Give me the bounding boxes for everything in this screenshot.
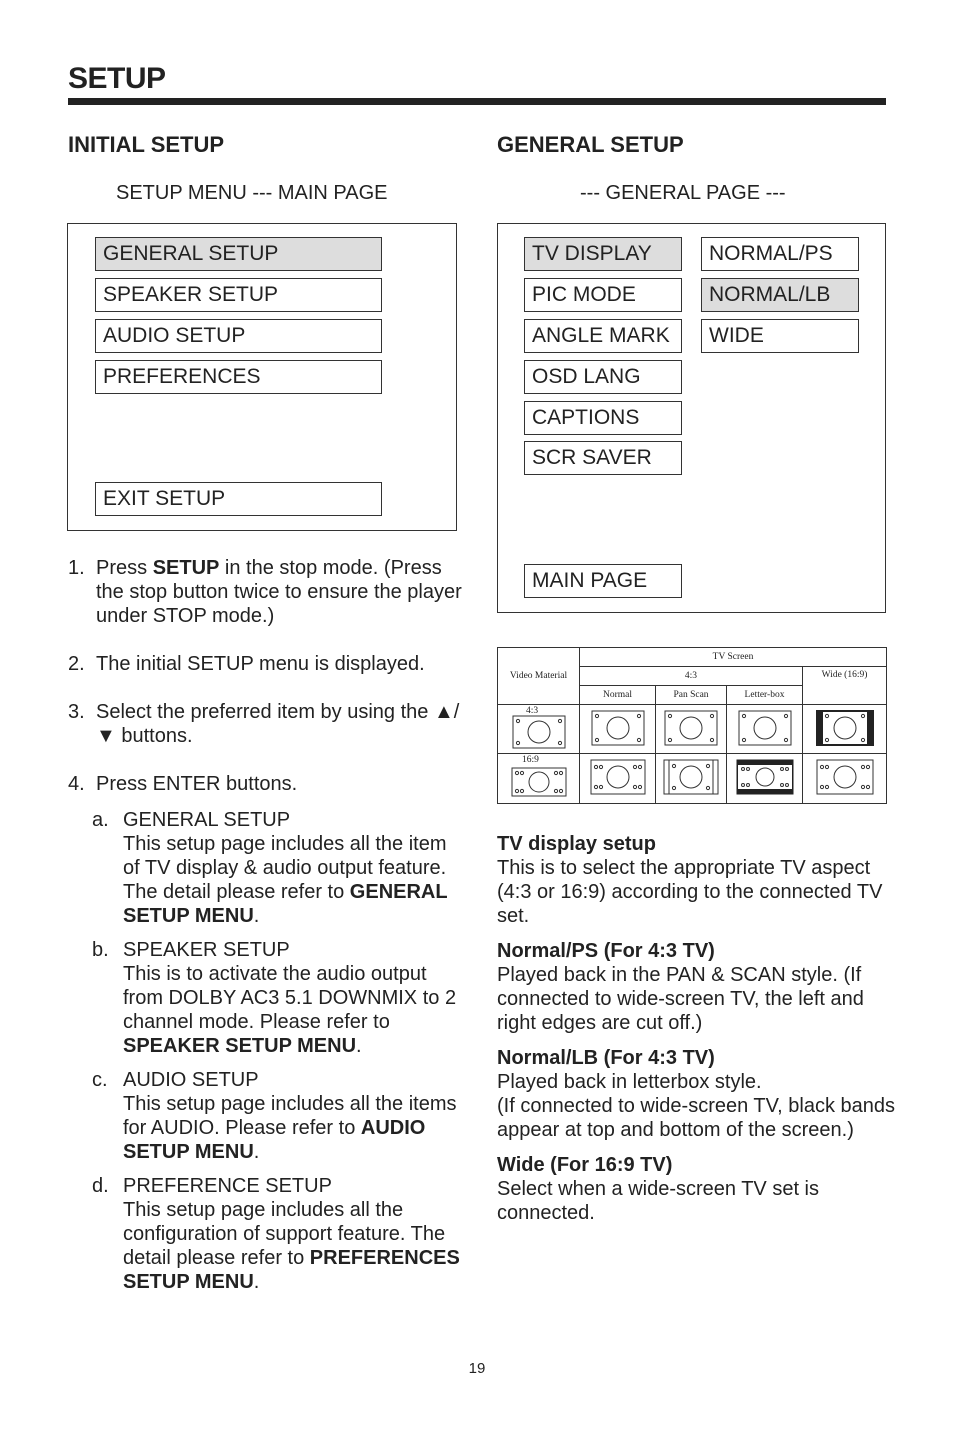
desc-wide: Wide (For 16:9 TV) Select when a wide-screen TV set is connected. [497,1154,820,1224]
step-3: 3. Select the preferred item by using the ▲/▼ buttons. [68,701,460,747]
row-169-source [498,754,580,804]
page-title: SETUP [68,62,166,95]
option-wide[interactable]: WIDE [701,319,859,353]
menu-item-captions[interactable]: CAPTIONS [524,401,682,435]
sub-item-general-setup: a. GENERAL SETUP This setup page includes all the item of TV display & audio output feature. The detail please refer to GENERAL SETUP MENU. [92,809,448,927]
tv-43-source-icon [512,715,566,749]
menu-item-speaker-setup[interactable]: SPEAKER SETUP [95,278,382,312]
menu-item-general-setup[interactable]: GENERAL SETUP [95,237,382,271]
menu-item-main-page[interactable]: MAIN PAGE [524,564,682,598]
sub-item-speaker-setup: b. SPEAKER SETUP This is to activate the audio output from DOLBY AC3 5.1 DOWNMIX to 2 channel mode. Please refer to SPEAKER SETUP MENU. [92,939,457,1057]
tv-43-panscan-icon [664,710,718,746]
row-43-normal [580,704,656,754]
menu-item-exit-setup[interactable]: EXIT SETUP [95,482,382,516]
instruction-steps [68,556,463,1304]
ratio-wide-header: Wide (16:9) [803,666,887,704]
title-rule [68,98,886,105]
page-number: 19 [468,1360,486,1377]
desc-normal-ps: Normal/PS (For 4:3 TV) Played back in the PAN & SCAN style. (If connected to wide-screen TV, the left and right edges are cut off.) [497,940,864,1034]
general-page-caption: --- GENERAL PAGE --- [580,182,786,204]
ratio-43-header: 4:3 [580,666,803,686]
tv-43-normal-icon [591,710,645,746]
letter-box-header: Letter-box [727,686,803,705]
tv-169-normal-icon [590,759,646,795]
general-setup-menu [497,223,886,613]
step-1: 1. Press SETUP in the stop mode. (Press the stop button twice to ensure the player under STOP mode.) [68,557,462,627]
desc-tv-display: TV display setup This is to select the appropriate TV aspect (4:3 or 16:9) according to the connected TV set. [497,833,883,927]
tv-aspect-table [497,647,886,804]
tv-43-wide-icon [816,710,874,746]
row-169-label: 16:9 [522,755,539,766]
sub-item-list [68,808,463,1294]
tv-display-descriptions [497,832,897,1236]
desc-normal-lb: Normal/LB (For 4:3 TV) Played back in letterbox style. (If connected to wide-screen TV, black bands appear at top and bottom of the screen.) [497,1047,896,1141]
tv-screen-header: TV Screen [580,648,887,667]
row-169-normal [580,754,656,804]
setup-main-menu [67,223,457,531]
tv-169-source-icon [511,767,567,797]
row-169-letter-box [727,754,803,804]
tv-169-wide-icon [816,759,874,795]
step-4: 4. Press ENTER buttons. a. GENERAL SETUP This setup page includes all the item of TV display & audio output feature. The detail please refer to GENERAL SETUP MENU. b. SPEAKER SETUP This is to activate the audio output from DOLBY AC3 5.1 DOWNMIX to 2 channel mode. Please refer to SPEAKER SETUP MENU. c. AUDIO SETUP This setup page includes all the items for AUDIO. Please refer to AUDIO SETUP MENU. d. PREFERENCE SETUP This setup page includes all the configuration of support feature. The detail please refer to PREFERENCES SETUP MENU. [68,772,463,1294]
tv-169-letterbox-icon [736,759,794,795]
setup-menu-caption: SETUP MENU --- MAIN PAGE [116,182,388,204]
menu-item-scr-saver[interactable]: SCR SAVER [524,441,682,475]
option-normal-lb[interactable]: NORMAL/LB [701,278,859,312]
menu-item-audio-setup[interactable]: AUDIO SETUP [95,319,382,353]
sub-item-preference-setup: d. PREFERENCE SETUP This setup page includes all the configuration of support feature. The detail please refer to PREFERENCES SETUP MENU. [92,1175,460,1293]
initial-setup-heading: INITIAL SETUP [68,132,225,157]
general-setup-heading: GENERAL SETUP [497,132,684,157]
row-169-pan-scan [656,754,727,804]
tv-169-panscan-icon [663,759,719,795]
menu-item-preferences[interactable]: PREFERENCES [95,360,382,394]
menu-item-pic-mode[interactable]: PIC MODE [524,278,682,312]
row-169-wide [803,754,887,804]
video-material-header: Video Material [498,648,580,705]
step-2: 2. The initial SETUP menu is displayed. [68,653,425,675]
row-43-letter-box [727,704,803,754]
menu-item-tv-display[interactable]: TV DISPLAY [524,237,682,271]
option-normal-ps[interactable]: NORMAL/PS [701,237,859,271]
row-43-wide [803,704,887,754]
normal-header: Normal [580,686,656,705]
menu-item-angle-mark[interactable]: ANGLE MARK [524,319,682,353]
pan-scan-header: Pan Scan [656,686,727,705]
sub-item-audio-setup: c. AUDIO SETUP This setup page includes all the items for AUDIO. Please refer to AUDIO SETUP MENU. [92,1069,457,1163]
row-43-label: 4:3 [526,705,539,716]
menu-item-osd-lang[interactable]: OSD LANG [524,360,682,394]
row-43-source [498,704,580,754]
tv-43-letterbox-icon [738,710,792,746]
row-43-pan-scan [656,704,727,754]
